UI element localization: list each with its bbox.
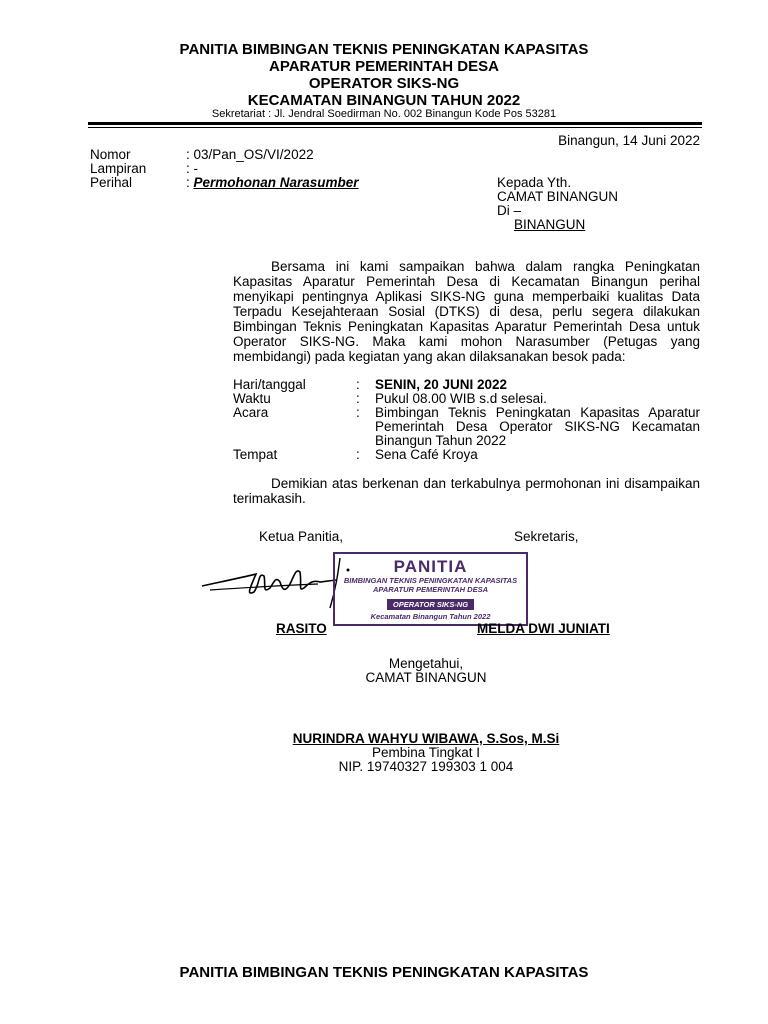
detail-label-event: Acara	[233, 405, 269, 420]
letterhead-line-1: PANITIA BIMBINGAN TEKNIS PENINGKATAN KAPASITAS	[179, 41, 589, 58]
detail-colon: :	[356, 391, 360, 406]
letter-date: Binangun, 14 Juni 2022	[558, 133, 700, 148]
acknowledge-name-wrap	[0, 732, 768, 746]
recipient-line-1: Kepada Yth.	[497, 175, 572, 190]
next-page-header: PANITIA BIMBINGAN TEKNIS PENINGKATAN KAPASITAS	[179, 964, 589, 981]
letterhead-line-4: KECAMATAN BINANGUN TAHUN 2022	[247, 92, 521, 109]
body-paragraph: Bersama ini kami sampaikan bahwa dalam rangka Peningkatan Kapasitas Aparatur Pemerintah Desa di Kecamatan Binangun perihal menyikapi pentingnya Aplikasi SIKS-NG guna memperbaiki kualitas Data Terpadu Kesejahteraan Sosial (DTKS) di desa, perlu segera dilakukan Bimbingan Teknis Peningkatan Kapasitas Aparatur Pemerintah Desa untuk Operator SIKS-NG. Maka kami mohon Narasumber (Petugas yang membidangi) pada kegiatan yang akan dilaksanakan besok pada:	[233, 259, 700, 364]
acknowledge-line-1: Mengetahui,	[388, 656, 464, 671]
meta-perihal	[186, 176, 359, 190]
detail-value-date: SENIN, 20 JUNI 2022	[375, 377, 508, 392]
letterhead-line-2: APARATUR PEMERINTAH DESA	[268, 58, 499, 75]
meta-value-perihal: Permohonan Narasumber	[193, 175, 359, 190]
meta-label-perihal: Perihal	[90, 175, 133, 190]
acknowledge-name: NURINDRA WAHYU WIBAWA, S.Sos, M.Si	[292, 731, 560, 746]
letterhead-divider-thin	[88, 127, 702, 128]
detail-label-time: Waktu	[233, 391, 271, 406]
meta-colon-perihal: :	[186, 175, 194, 190]
letterhead-address: Sekretariat : Jl. Jendral Soedirman No. 002 Binangun Kode Pos 53281	[211, 108, 557, 120]
detail-colon: :	[356, 447, 360, 462]
closing-paragraph: Demikian atas berkenan dan terkabulnya permohonan ini disampaikan terimakasih.	[233, 476, 700, 506]
stamp-line-3: Kecamatan Binangun Tahun 2022	[370, 612, 491, 621]
recipient-line-3: Di –	[497, 203, 522, 218]
meta-value-nomor: : 03/Pan_OS/VI/2022	[186, 147, 314, 162]
acknowledge-nip: NIP. 19740327 199303 1 004	[338, 759, 514, 774]
acknowledge-rank: Pembina Tingkat I	[371, 745, 481, 760]
detail-colon: :	[356, 377, 360, 392]
detail-value-time: Pukul 08.00 WIB s.d selesai.	[375, 391, 547, 406]
acknowledge-line-2: CAMAT BINANGUN	[365, 670, 487, 685]
meta-label-nomor: Nomor	[90, 147, 131, 162]
detail-value-event: Bimbingan Teknis Peningkatan Kapasitas Aparatur Pemerintah Desa Operator SIKS-NG Kecamatan Binangun Tahun 2022	[375, 405, 700, 448]
detail-colon: :	[356, 405, 360, 420]
meta-label-lampiran: Lampiran	[90, 161, 147, 176]
stamp-badge: OPERATOR SIKS-NG	[387, 599, 474, 610]
signature-title-right: Sekretaris,	[514, 529, 579, 544]
detail-value-place: Sena Café Kroya	[375, 447, 478, 462]
letterhead-divider-thick	[88, 122, 702, 125]
recipient-line-4: BINANGUN	[514, 217, 586, 232]
committee-stamp	[333, 552, 528, 626]
detail-label-place: Tempat	[233, 447, 278, 462]
detail-label-date: Hari/tanggal	[233, 377, 306, 392]
signature-name-left: RASITO	[276, 621, 327, 636]
signature-title-left: Ketua Panitia,	[259, 529, 344, 544]
signature-name-right: MELDA DWI JUNIATI	[477, 621, 610, 636]
letterhead-line-3: OPERATOR SIKS-NG	[308, 75, 460, 92]
recipient-line-2: CAMAT BINANGUN	[497, 189, 619, 204]
meta-value-lampiran: : -	[186, 161, 198, 176]
stamp-line-2: APARATUR PEMERINTAH DESA	[372, 585, 488, 594]
stamp-line-1: BIMBINGAN TEKNIS PENINGKATAN KAPASITAS	[343, 576, 518, 585]
stamp-title: PANITIA	[393, 557, 468, 576]
